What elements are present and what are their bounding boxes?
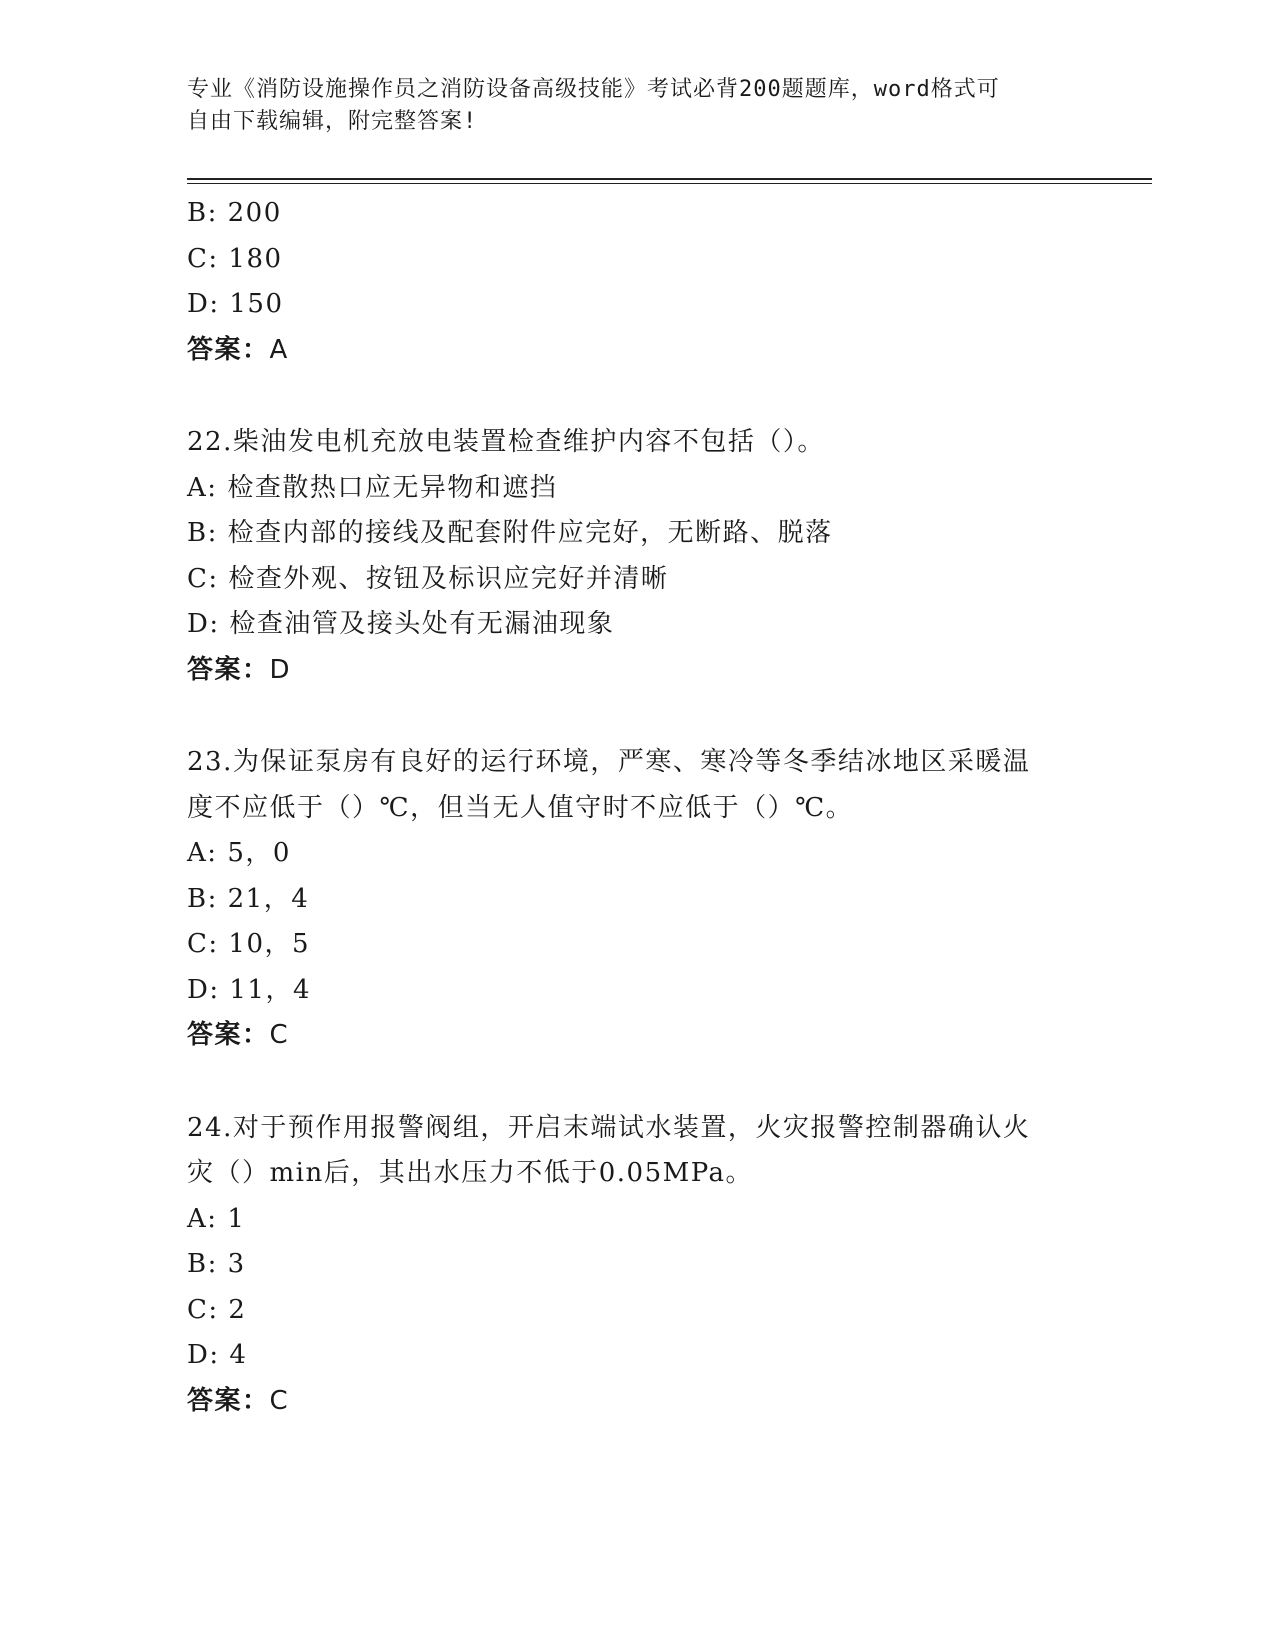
option-d: D: 检查油管及接头处有无漏油现象 (187, 609, 615, 639)
option-a: A: 5，0 (187, 838, 291, 868)
option-b: B: 检查内部的接线及配套附件应完好，无断路、脱落 (187, 518, 833, 548)
answer-line: 答案：A (187, 334, 289, 365)
answer-line: 答案：D (187, 654, 292, 685)
header-rule-thin (187, 183, 1152, 184)
question-stem (187, 1106, 1087, 1197)
question-stem-line: 22.柴油发电机充放电装置检查维护内容不包括（）。 (187, 427, 825, 457)
answer-value: A (269, 334, 289, 365)
option-c: C: 10，5 (187, 929, 311, 959)
answer-value: C (269, 1020, 290, 1050)
header-rule-thick (187, 178, 1152, 180)
question-23 (187, 740, 1087, 1059)
document-header (187, 74, 1067, 138)
option-a: A: 1 (187, 1203, 246, 1234)
option-c: C: 180 (187, 243, 283, 274)
answer-line: 答案：C (187, 1020, 290, 1050)
question-21-continued (187, 191, 1087, 373)
question-stem-line: 度不应低于（）℃，但当无人值守时不应低于（）℃。 (187, 792, 854, 823)
option-a: A: 检查散热口应无异物和遮挡 (187, 472, 558, 503)
answer-value: D (269, 654, 292, 685)
answer-line: 答案：C (187, 1385, 290, 1416)
option-b: B: 21，4 (187, 883, 310, 914)
option-d: D: 11，4 (187, 974, 312, 1005)
question-stem (187, 740, 1087, 831)
option-d: D: 4 (187, 1340, 248, 1370)
question-24 (187, 1106, 1087, 1425)
question-list (187, 191, 1087, 1424)
question-22 (187, 420, 1087, 693)
option-c: C: 检查外观、按钮及标识应完好并清晰 (187, 563, 669, 594)
option-b: B: 3 (187, 1249, 246, 1279)
header-title-line-2: 自由下载编辑，附完整答案! (187, 109, 478, 134)
question-stem-line: 灾（）min后，其出水压力不低于0.05MPa。 (187, 1158, 754, 1188)
header-title-line-1: 专业《消防设施操作员之消防设备高级技能》考试必背200题题库，word格式可 (187, 77, 1000, 102)
option-c: C: 2 (187, 1294, 247, 1325)
question-stem (187, 420, 1087, 466)
option-d: D: 150 (187, 289, 284, 319)
answer-value: C (269, 1385, 290, 1416)
option-b: B: 200 (187, 198, 282, 228)
question-stem-line: 23.为保证泵房有良好的运行环境，严寒、寒冷等冬季结冰地区采暖温 (187, 747, 1031, 777)
question-stem-line: 24.对于预作用报警阀组，开启末端试水装置，火灾报警控制器确认火 (187, 1112, 1031, 1143)
